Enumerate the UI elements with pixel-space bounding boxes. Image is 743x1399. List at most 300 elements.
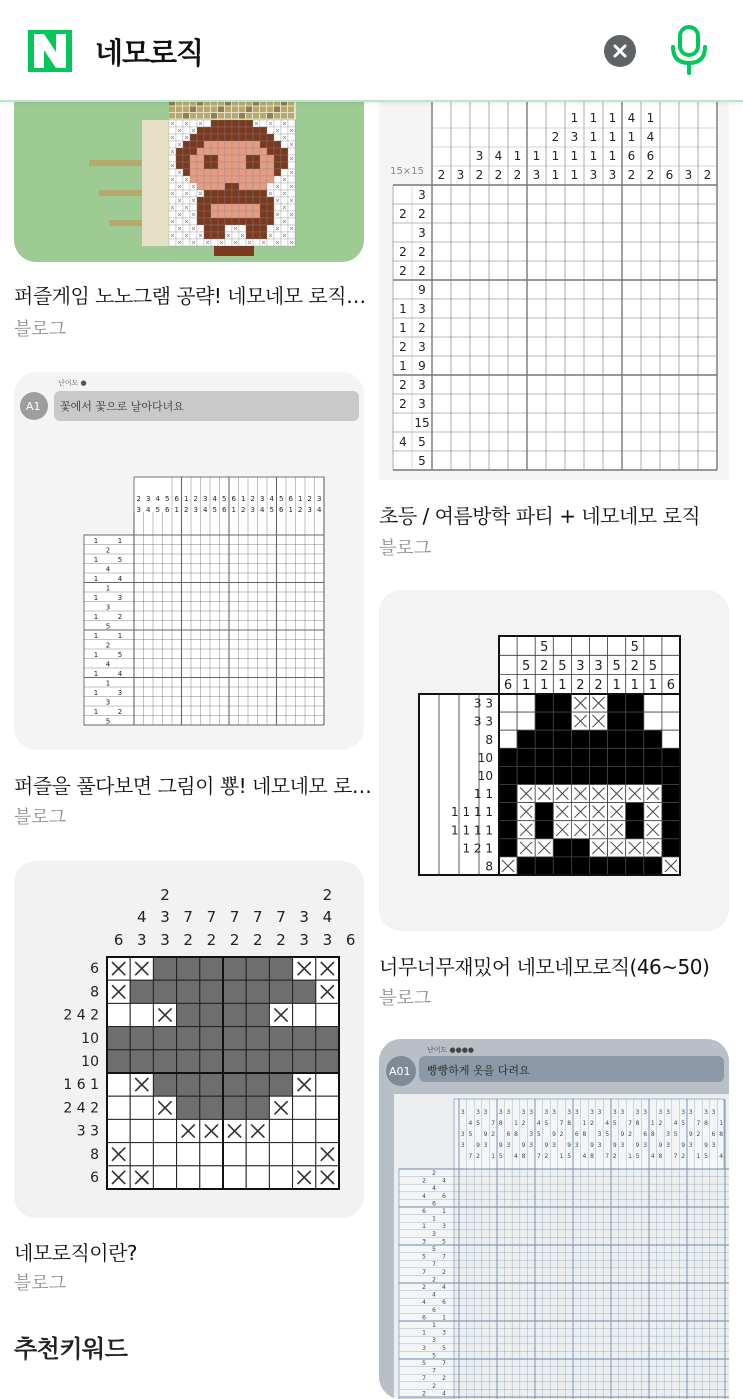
svg-text:8: 8 — [650, 1131, 655, 1138]
svg-text:1: 1 — [241, 495, 246, 503]
svg-text:4: 4 — [650, 1153, 655, 1160]
svg-text:3: 3 — [608, 168, 617, 182]
svg-text:3: 3 — [422, 1344, 426, 1352]
svg-text:6: 6 — [422, 1314, 426, 1322]
result-thumbnail-heart[interactable] — [14, 861, 364, 1218]
svg-text:3: 3 — [666, 1109, 670, 1116]
result-thumbnail-monkey[interactable] — [14, 80, 364, 262]
svg-text:2: 2 — [241, 506, 246, 514]
svg-text:3: 3 — [643, 1142, 648, 1149]
svg-text:1: 1 — [117, 537, 123, 545]
svg-text:1: 1 — [105, 584, 111, 593]
svg-text:1: 1 — [608, 130, 617, 144]
svg-text:2: 2 — [476, 1153, 480, 1160]
svg-text:6: 6 — [288, 495, 293, 503]
svg-text:1: 1 — [589, 111, 598, 125]
svg-text:7: 7 — [432, 1261, 436, 1269]
result-source[interactable]: 블로그 — [379, 988, 432, 1009]
svg-text:3: 3 — [529, 1109, 534, 1116]
result-title[interactable]: 퍼즐게임 노노그램 공략! 네모네모 로직… — [14, 284, 366, 308]
svg-text:7: 7 — [605, 1153, 610, 1160]
svg-text:8: 8 — [485, 732, 493, 747]
svg-text:3: 3 — [460, 1131, 465, 1138]
svg-text:2: 2 — [646, 168, 655, 182]
svg-text:1: 1 — [93, 537, 99, 545]
svg-text:3: 3 — [475, 149, 484, 163]
svg-text:9: 9 — [498, 1142, 503, 1149]
svg-text:5: 5 — [612, 659, 621, 674]
svg-text:3: 3 — [299, 908, 309, 926]
svg-text:2: 2 — [594, 678, 603, 693]
svg-text:6: 6 — [222, 506, 227, 514]
difficulty-label: 난이도 ●●●● — [427, 1046, 474, 1054]
svg-text:2: 2 — [117, 708, 123, 716]
svg-text:3: 3 — [688, 1142, 693, 1149]
svg-text:2: 2 — [559, 1131, 564, 1138]
svg-text:3: 3 — [418, 188, 426, 202]
svg-text:5: 5 — [612, 1120, 617, 1127]
svg-text:8: 8 — [521, 1153, 526, 1160]
svg-text:6: 6 — [711, 1131, 716, 1138]
svg-text:2 4 2: 2 4 2 — [63, 1007, 99, 1024]
svg-text:2: 2 — [521, 1120, 526, 1127]
svg-text:3: 3 — [597, 1131, 602, 1138]
svg-text:4: 4 — [137, 908, 147, 926]
svg-text:2: 2 — [136, 495, 141, 503]
svg-text:2: 2 — [630, 659, 639, 674]
svg-text:6: 6 — [345, 931, 356, 949]
svg-text:7: 7 — [183, 908, 193, 926]
svg-text:8: 8 — [704, 1120, 708, 1127]
svg-text:1 1: 1 1 — [473, 787, 493, 802]
svg-text:1 2 1: 1 2 1 — [462, 841, 493, 856]
svg-text:6: 6 — [627, 149, 636, 163]
svg-text:7: 7 — [468, 1153, 473, 1160]
svg-text:4: 4 — [269, 495, 274, 503]
svg-text:8: 8 — [719, 1131, 724, 1138]
svg-text:1: 1 — [582, 1120, 587, 1127]
svg-text:10: 10 — [81, 1054, 99, 1071]
svg-text:4: 4 — [605, 1120, 610, 1127]
svg-text:4: 4 — [514, 1153, 518, 1160]
svg-text:2: 2 — [491, 1131, 496, 1138]
svg-text:3: 3 — [521, 1109, 526, 1116]
svg-text:6: 6 — [506, 1131, 511, 1138]
svg-text:6: 6 — [503, 678, 513, 693]
svg-text:7: 7 — [491, 1120, 496, 1127]
svg-text:6: 6 — [432, 1306, 436, 1314]
svg-text:9: 9 — [418, 283, 426, 297]
svg-text:8: 8 — [635, 1120, 640, 1127]
puzzle-book-page-image — [14, 372, 364, 750]
svg-text:3: 3 — [684, 168, 693, 182]
svg-text:2: 2 — [590, 1120, 594, 1127]
clear-search-button[interactable] — [604, 35, 636, 67]
svg-text:1: 1 — [93, 651, 99, 659]
svg-text:2: 2 — [105, 641, 111, 650]
svg-text:2: 2 — [298, 506, 303, 514]
svg-text:2: 2 — [105, 546, 111, 555]
svg-text:3: 3 — [299, 931, 309, 949]
result-source[interactable]: 블로그 — [14, 319, 67, 340]
svg-text:1: 1 — [399, 321, 407, 335]
result-thumbnail-15x15[interactable] — [379, 80, 729, 480]
svg-text:3: 3 — [418, 302, 426, 316]
svg-text:2: 2 — [250, 495, 255, 503]
svg-text:1: 1 — [442, 1314, 446, 1322]
svg-text:4: 4 — [432, 1185, 436, 1193]
svg-text:2: 2 — [544, 1153, 549, 1160]
svg-text:5: 5 — [442, 1238, 446, 1246]
mic-icon[interactable] — [668, 25, 710, 75]
svg-text:7: 7 — [422, 1268, 426, 1276]
svg-text:5: 5 — [540, 640, 549, 655]
svg-text:5: 5 — [558, 659, 567, 674]
svg-text:8: 8 — [90, 1146, 99, 1163]
svg-text:2: 2 — [307, 495, 312, 503]
svg-text:3: 3 — [620, 1142, 625, 1149]
svg-text:3: 3 — [620, 1109, 625, 1116]
svg-text:3: 3 — [260, 495, 265, 503]
svg-text:3: 3 — [105, 698, 111, 707]
svg-text:3: 3 — [460, 1142, 465, 1149]
svg-text:4: 4 — [673, 1120, 678, 1127]
svg-text:3: 3 — [597, 1142, 602, 1149]
svg-text:2: 2 — [681, 1153, 686, 1160]
svg-text:1: 1 — [608, 111, 617, 125]
svg-text:10: 10 — [81, 1030, 99, 1047]
svg-text:3: 3 — [117, 689, 123, 697]
svg-text:3: 3 — [117, 594, 123, 602]
svg-text:1: 1 — [399, 302, 407, 316]
svg-text:3 3: 3 3 — [76, 1123, 99, 1140]
svg-text:5: 5 — [522, 659, 531, 674]
svg-text:9: 9 — [688, 1131, 693, 1138]
svg-text:1: 1 — [93, 556, 99, 564]
svg-text:2: 2 — [540, 659, 549, 674]
svg-text:1: 1 — [628, 1153, 632, 1160]
svg-text:4: 4 — [117, 575, 123, 583]
grid-15x15-image — [379, 80, 729, 480]
svg-text:7: 7 — [673, 1153, 678, 1160]
svg-text:3: 3 — [594, 659, 603, 674]
svg-text:3: 3 — [552, 1142, 556, 1149]
svg-text:3 3: 3 3 — [473, 696, 493, 711]
monkey-puzzle-image — [14, 80, 364, 262]
svg-text:5: 5 — [222, 495, 227, 503]
svg-text:2: 2 — [422, 1284, 426, 1291]
svg-text:2: 2 — [399, 207, 407, 221]
svg-text:4: 4 — [719, 1153, 724, 1160]
svg-text:1: 1 — [93, 613, 99, 621]
svg-text:3: 3 — [498, 1109, 503, 1116]
svg-text:2: 2 — [183, 931, 193, 949]
puzzle-badge: A01 — [389, 1065, 411, 1078]
svg-text:7: 7 — [276, 908, 286, 926]
svg-text:1: 1 — [491, 1153, 496, 1160]
svg-text:2: 2 — [276, 931, 286, 949]
svg-text:3: 3 — [597, 1109, 602, 1116]
svg-text:3: 3 — [574, 1109, 579, 1116]
svg-text:3: 3 — [589, 168, 598, 182]
svg-text:1: 1 — [696, 1153, 701, 1160]
svg-text:8: 8 — [582, 1131, 587, 1138]
svg-text:3: 3 — [432, 1230, 436, 1238]
svg-text:3: 3 — [203, 495, 208, 503]
svg-text:5: 5 — [105, 622, 111, 631]
svg-text:6: 6 — [113, 931, 124, 949]
svg-text:3: 3 — [418, 378, 426, 392]
result-thumbnail-cat[interactable] — [379, 590, 729, 931]
svg-text:2: 2 — [418, 245, 426, 259]
result-source[interactable]: 블로그 — [14, 807, 67, 828]
svg-text:6: 6 — [90, 1170, 99, 1187]
svg-text:5: 5 — [422, 1360, 426, 1367]
svg-text:8: 8 — [658, 1153, 663, 1160]
svg-text:3: 3 — [105, 603, 111, 612]
svg-text:8: 8 — [514, 1131, 518, 1138]
svg-text:9: 9 — [544, 1142, 549, 1149]
svg-text:4: 4 — [646, 130, 655, 144]
svg-text:2: 2 — [494, 168, 503, 182]
svg-text:3: 3 — [418, 340, 426, 354]
svg-text:9: 9 — [418, 359, 426, 373]
svg-text:3: 3 — [711, 1142, 716, 1149]
svg-text:1: 1 — [93, 708, 99, 716]
result-title[interactable]: 네모로직이란? — [14, 1241, 138, 1265]
result-source[interactable]: 블로그 — [379, 538, 432, 559]
svg-text:5: 5 — [468, 1131, 473, 1138]
svg-text:2: 2 — [399, 340, 407, 354]
svg-text:4: 4 — [442, 1177, 446, 1185]
svg-text:2: 2 — [628, 1131, 632, 1138]
svg-text:8: 8 — [90, 984, 99, 1001]
svg-text:2: 2 — [432, 1170, 436, 1177]
svg-text:1: 1 — [93, 575, 99, 583]
svg-text:5: 5 — [648, 659, 657, 674]
svg-text:9: 9 — [483, 1131, 488, 1138]
svg-text:8: 8 — [567, 1120, 572, 1127]
result-thumbnail-book-a1[interactable] — [14, 372, 364, 750]
svg-text:4: 4 — [260, 506, 265, 514]
svg-text:5: 5 — [605, 1131, 610, 1138]
svg-text:5: 5 — [418, 454, 426, 468]
svg-text:2: 2 — [399, 245, 407, 259]
cat-puzzle-image — [379, 590, 729, 931]
svg-text:4: 4 — [422, 1192, 426, 1200]
naver-logo-icon[interactable] — [28, 30, 72, 72]
svg-text:3: 3 — [193, 506, 198, 514]
svg-text:6: 6 — [442, 1299, 446, 1307]
svg-text:3: 3 — [307, 506, 312, 514]
svg-text:4: 4 — [399, 435, 407, 449]
search-query-text[interactable]: 네모로직 — [95, 36, 204, 70]
svg-text:2: 2 — [442, 1375, 446, 1383]
svg-text:15×15: 15×15 — [390, 166, 424, 177]
svg-text:2: 2 — [322, 886, 333, 904]
svg-text:1: 1 — [630, 678, 639, 693]
svg-text:2: 2 — [422, 1177, 426, 1185]
svg-text:4: 4 — [317, 506, 322, 514]
svg-text:1: 1 — [93, 632, 99, 640]
svg-text:4: 4 — [146, 506, 151, 514]
svg-text:3: 3 — [612, 1109, 617, 1116]
svg-text:3: 3 — [136, 506, 141, 514]
svg-text:2: 2 — [422, 1390, 426, 1398]
svg-text:15: 15 — [414, 416, 430, 430]
svg-text:1 6 1: 1 6 1 — [63, 1077, 99, 1094]
svg-text:6: 6 — [231, 495, 236, 503]
svg-text:1: 1 — [422, 1223, 426, 1231]
svg-text:3: 3 — [704, 1109, 708, 1116]
result-source[interactable]: 블로그 — [14, 1273, 67, 1294]
svg-text:1: 1 — [540, 678, 549, 693]
clear-icon — [604, 35, 636, 67]
result-title[interactable]: 초등 / 여름방학 파티 + 네모네모 로직 — [379, 504, 701, 528]
svg-text:3: 3 — [643, 1109, 648, 1116]
svg-text:5: 5 — [105, 717, 111, 726]
svg-text:9: 9 — [590, 1142, 594, 1149]
svg-text:2: 2 — [432, 1382, 436, 1390]
svg-text:2: 2 — [253, 931, 263, 949]
svg-text:1: 1 — [184, 495, 189, 503]
svg-text:3: 3 — [322, 931, 333, 949]
svg-text:1: 1 — [650, 1120, 655, 1127]
svg-text:3: 3 — [711, 1109, 716, 1116]
svg-text:5: 5 — [212, 506, 217, 514]
svg-text:4: 4 — [442, 1284, 446, 1291]
svg-text:3: 3 — [456, 168, 465, 182]
svg-text:3: 3 — [483, 1109, 488, 1116]
svg-text:5: 5 — [165, 495, 170, 503]
svg-text:2: 2 — [513, 168, 522, 182]
svg-text:1 1 1 1: 1 1 1 1 — [451, 823, 493, 838]
svg-text:6: 6 — [422, 1208, 426, 1215]
svg-text:3: 3 — [688, 1109, 693, 1116]
svg-text:4: 4 — [117, 670, 123, 678]
heart-puzzle-image — [14, 861, 364, 1218]
svg-text:6: 6 — [432, 1200, 436, 1208]
svg-text:1: 1 — [399, 359, 407, 373]
svg-text:5: 5 — [673, 1131, 678, 1138]
svg-text:10: 10 — [477, 768, 493, 783]
svg-text:2: 2 — [551, 130, 560, 144]
svg-text:2: 2 — [184, 506, 189, 514]
svg-text:6: 6 — [442, 1192, 446, 1200]
svg-text:5: 5 — [117, 651, 123, 659]
svg-text:3: 3 — [529, 1142, 534, 1149]
svg-text:1: 1 — [514, 1120, 518, 1127]
svg-text:3: 3 — [570, 130, 579, 144]
svg-text:1: 1 — [298, 495, 303, 503]
svg-text:8: 8 — [498, 1120, 503, 1127]
svg-text:3: 3 — [567, 1109, 572, 1116]
puzzle-header-text: 꽃에서 꽃으로 날아다녀요 — [60, 400, 184, 413]
svg-text:6: 6 — [174, 495, 179, 503]
svg-text:2: 2 — [399, 397, 407, 411]
svg-text:4: 4 — [105, 565, 111, 574]
svg-text:4: 4 — [627, 111, 636, 125]
svg-text:3: 3 — [681, 1109, 686, 1116]
svg-text:2: 2 — [418, 207, 426, 221]
svg-text:9: 9 — [681, 1142, 686, 1149]
svg-text:3: 3 — [432, 1337, 436, 1345]
svg-text:3: 3 — [552, 1109, 556, 1116]
svg-text:3: 3 — [317, 495, 322, 503]
result-title[interactable]: 퍼즐을 풀다보면 그림이 뿅! 네모네모 로… — [14, 774, 372, 798]
svg-text:1: 1 — [442, 1208, 446, 1215]
svg-text:3: 3 — [529, 1131, 534, 1138]
svg-text:1: 1 — [422, 1329, 426, 1337]
svg-text:2: 2 — [193, 495, 198, 503]
svg-text:3: 3 — [137, 931, 147, 949]
svg-text:3: 3 — [635, 1109, 640, 1116]
related-keywords-title: 추천키워드 — [14, 1335, 128, 1363]
svg-text:2: 2 — [703, 168, 712, 182]
svg-text:2: 2 — [117, 613, 123, 621]
svg-text:4: 4 — [536, 1120, 541, 1127]
svg-text:6: 6 — [279, 506, 284, 514]
svg-text:1: 1 — [558, 678, 567, 693]
svg-text:4: 4 — [442, 1390, 446, 1398]
result-title[interactable]: 너무너무재밌어 네모네모로직(46~50) — [379, 955, 710, 979]
svg-text:9: 9 — [552, 1131, 556, 1138]
svg-text:1: 1 — [174, 506, 179, 514]
svg-text:3: 3 — [576, 659, 585, 674]
svg-text:5: 5 — [442, 1344, 446, 1352]
svg-text:1: 1 — [93, 594, 99, 602]
svg-text:3: 3 — [666, 1131, 670, 1138]
svg-text:7: 7 — [628, 1120, 632, 1127]
puzzle-header-text: 빵빵하게 옷을 다려요 — [427, 1064, 530, 1077]
svg-text:1: 1 — [719, 1120, 724, 1127]
svg-text:3: 3 — [442, 1223, 446, 1231]
svg-text:5: 5 — [269, 506, 274, 514]
svg-text:2: 2 — [432, 1276, 436, 1284]
svg-text:5: 5 — [279, 495, 284, 503]
svg-text:1: 1 — [589, 130, 598, 144]
svg-text:1: 1 — [608, 149, 617, 163]
svg-text:4: 4 — [432, 1291, 436, 1299]
svg-text:6: 6 — [646, 149, 655, 163]
svg-text:8: 8 — [485, 859, 493, 874]
svg-text:3: 3 — [476, 1109, 480, 1116]
svg-text:2: 2 — [399, 264, 407, 278]
difficulty-label: 난이도 ● — [58, 379, 87, 387]
svg-text:6: 6 — [666, 678, 676, 693]
svg-text:7: 7 — [206, 908, 217, 926]
svg-text:1: 1 — [648, 678, 657, 693]
svg-text:5: 5 — [422, 1253, 426, 1261]
svg-text:5: 5 — [536, 1131, 541, 1138]
result-thumbnail-book-a01[interactable] — [379, 1039, 729, 1399]
svg-text:5: 5 — [704, 1153, 708, 1160]
svg-text:1: 1 — [522, 678, 531, 693]
svg-text:2: 2 — [696, 1131, 701, 1138]
svg-text:2: 2 — [418, 321, 426, 335]
svg-text:5: 5 — [630, 640, 639, 655]
svg-text:7: 7 — [442, 1360, 446, 1367]
svg-text:1: 1 — [570, 168, 579, 182]
svg-text:2: 2 — [229, 931, 240, 949]
svg-text:1: 1 — [93, 670, 99, 678]
svg-text:1: 1 — [432, 1322, 436, 1329]
svg-text:1: 1 — [105, 679, 111, 688]
svg-text:1 1 1 1: 1 1 1 1 — [451, 805, 493, 820]
svg-text:4: 4 — [468, 1120, 473, 1127]
svg-text:1: 1 — [551, 168, 560, 182]
svg-text:1: 1 — [646, 111, 655, 125]
